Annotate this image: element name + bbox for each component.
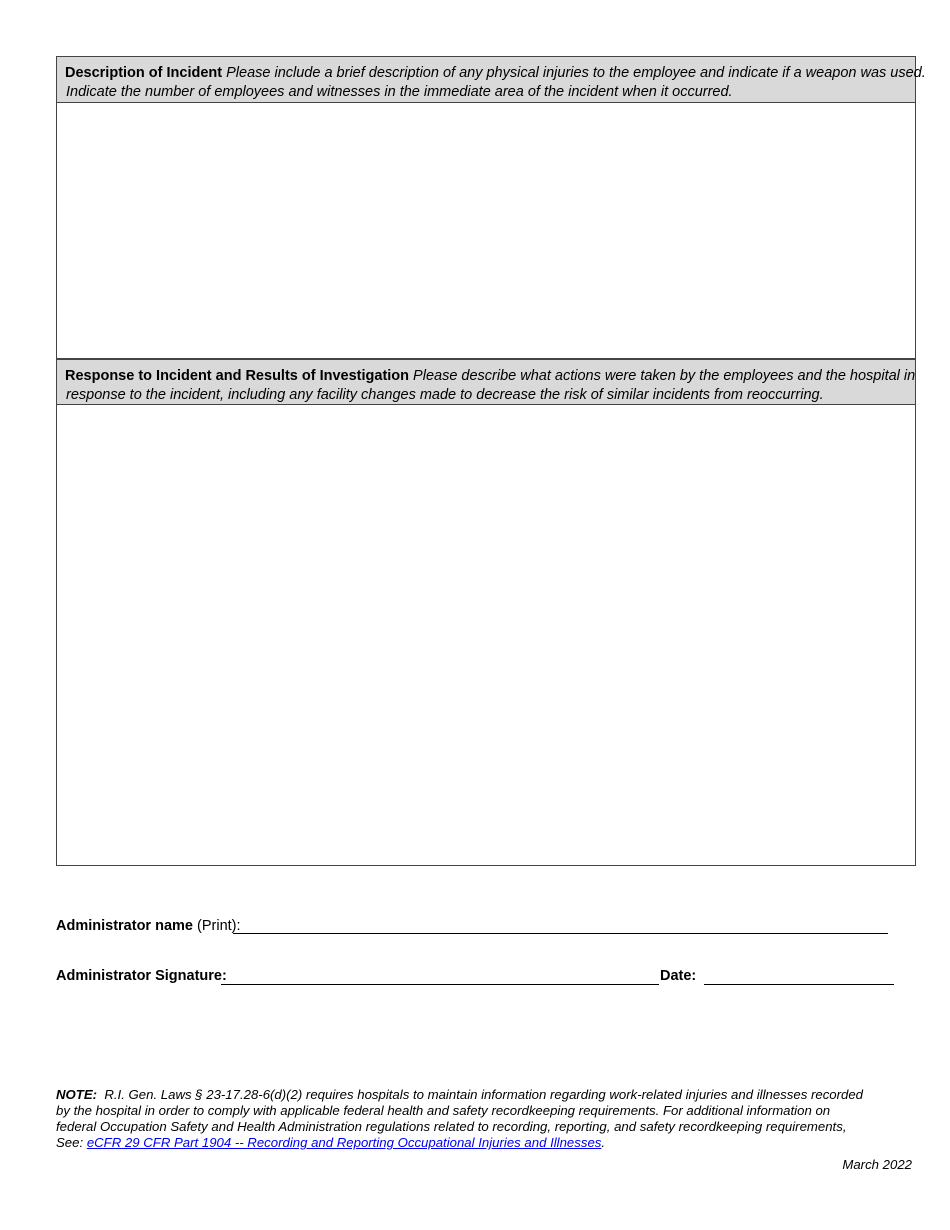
- description-of-incident-header: [56, 56, 926, 103]
- description-of-incident-field[interactable]: [56, 103, 916, 359]
- note-text-line2: by the hospital in order to comply with applicable federal health and safety recordkeeping requirements. For additional information on: [56, 1103, 831, 1118]
- note-text-line1: R.I. Gen. Laws § 23-17.28-6(d)(2) requires hospitals to maintain information regarding work-related injuries and illnesses recorded: [104, 1087, 864, 1102]
- date-label: Date:: [660, 968, 697, 984]
- section-instructions: Please describe what actions were taken by the employees and the hospital in: [413, 368, 916, 384]
- note-see-label: See:: [56, 1135, 84, 1150]
- administrator-name-label: [56, 918, 241, 934]
- section-instructions: Please include a brief description of any physical injuries to the employee and indicate if a weapon was used.: [226, 65, 926, 81]
- section-title: Response to Incident and Results of Investigation: [65, 368, 410, 384]
- section-instructions-line2: Indicate the number of employees and witnesses in the immediate area of the incident when it occurred.: [66, 84, 733, 100]
- section-instructions-line2: response to the incident, including any facility changes made to decrease the risk of similar incidents from reoccurring.: [66, 387, 824, 403]
- section-title: Description of Incident: [65, 65, 223, 81]
- response-to-incident-field[interactable]: [56, 405, 916, 866]
- administrator-signature-line[interactable]: [221, 984, 659, 985]
- ecfr-link[interactable]: eCFR 29 CFR Part 1904 -- Recording and Reporting Occupational Injuries and Illnesses: [86, 1135, 602, 1150]
- note-prefix: NOTE:: [56, 1087, 98, 1102]
- administrator-name-label-print: (Print):: [197, 918, 241, 934]
- note-trailing: .: [601, 1135, 606, 1150]
- response-to-incident-header: [56, 359, 916, 405]
- revision-date: March 2022: [842, 1157, 912, 1172]
- regulatory-note: [56, 1087, 916, 1151]
- note-text-line3: federal Occupation Safety and Health Administration regulations related to recording, reporting, and safety recordkeeping requirements,: [56, 1119, 847, 1134]
- administrator-name-line[interactable]: [233, 933, 888, 934]
- date-line[interactable]: [704, 984, 894, 985]
- administrator-signature-label: Administrator Signature:: [56, 968, 227, 984]
- administrator-name-label-bold: Administrator name: [56, 918, 193, 934]
